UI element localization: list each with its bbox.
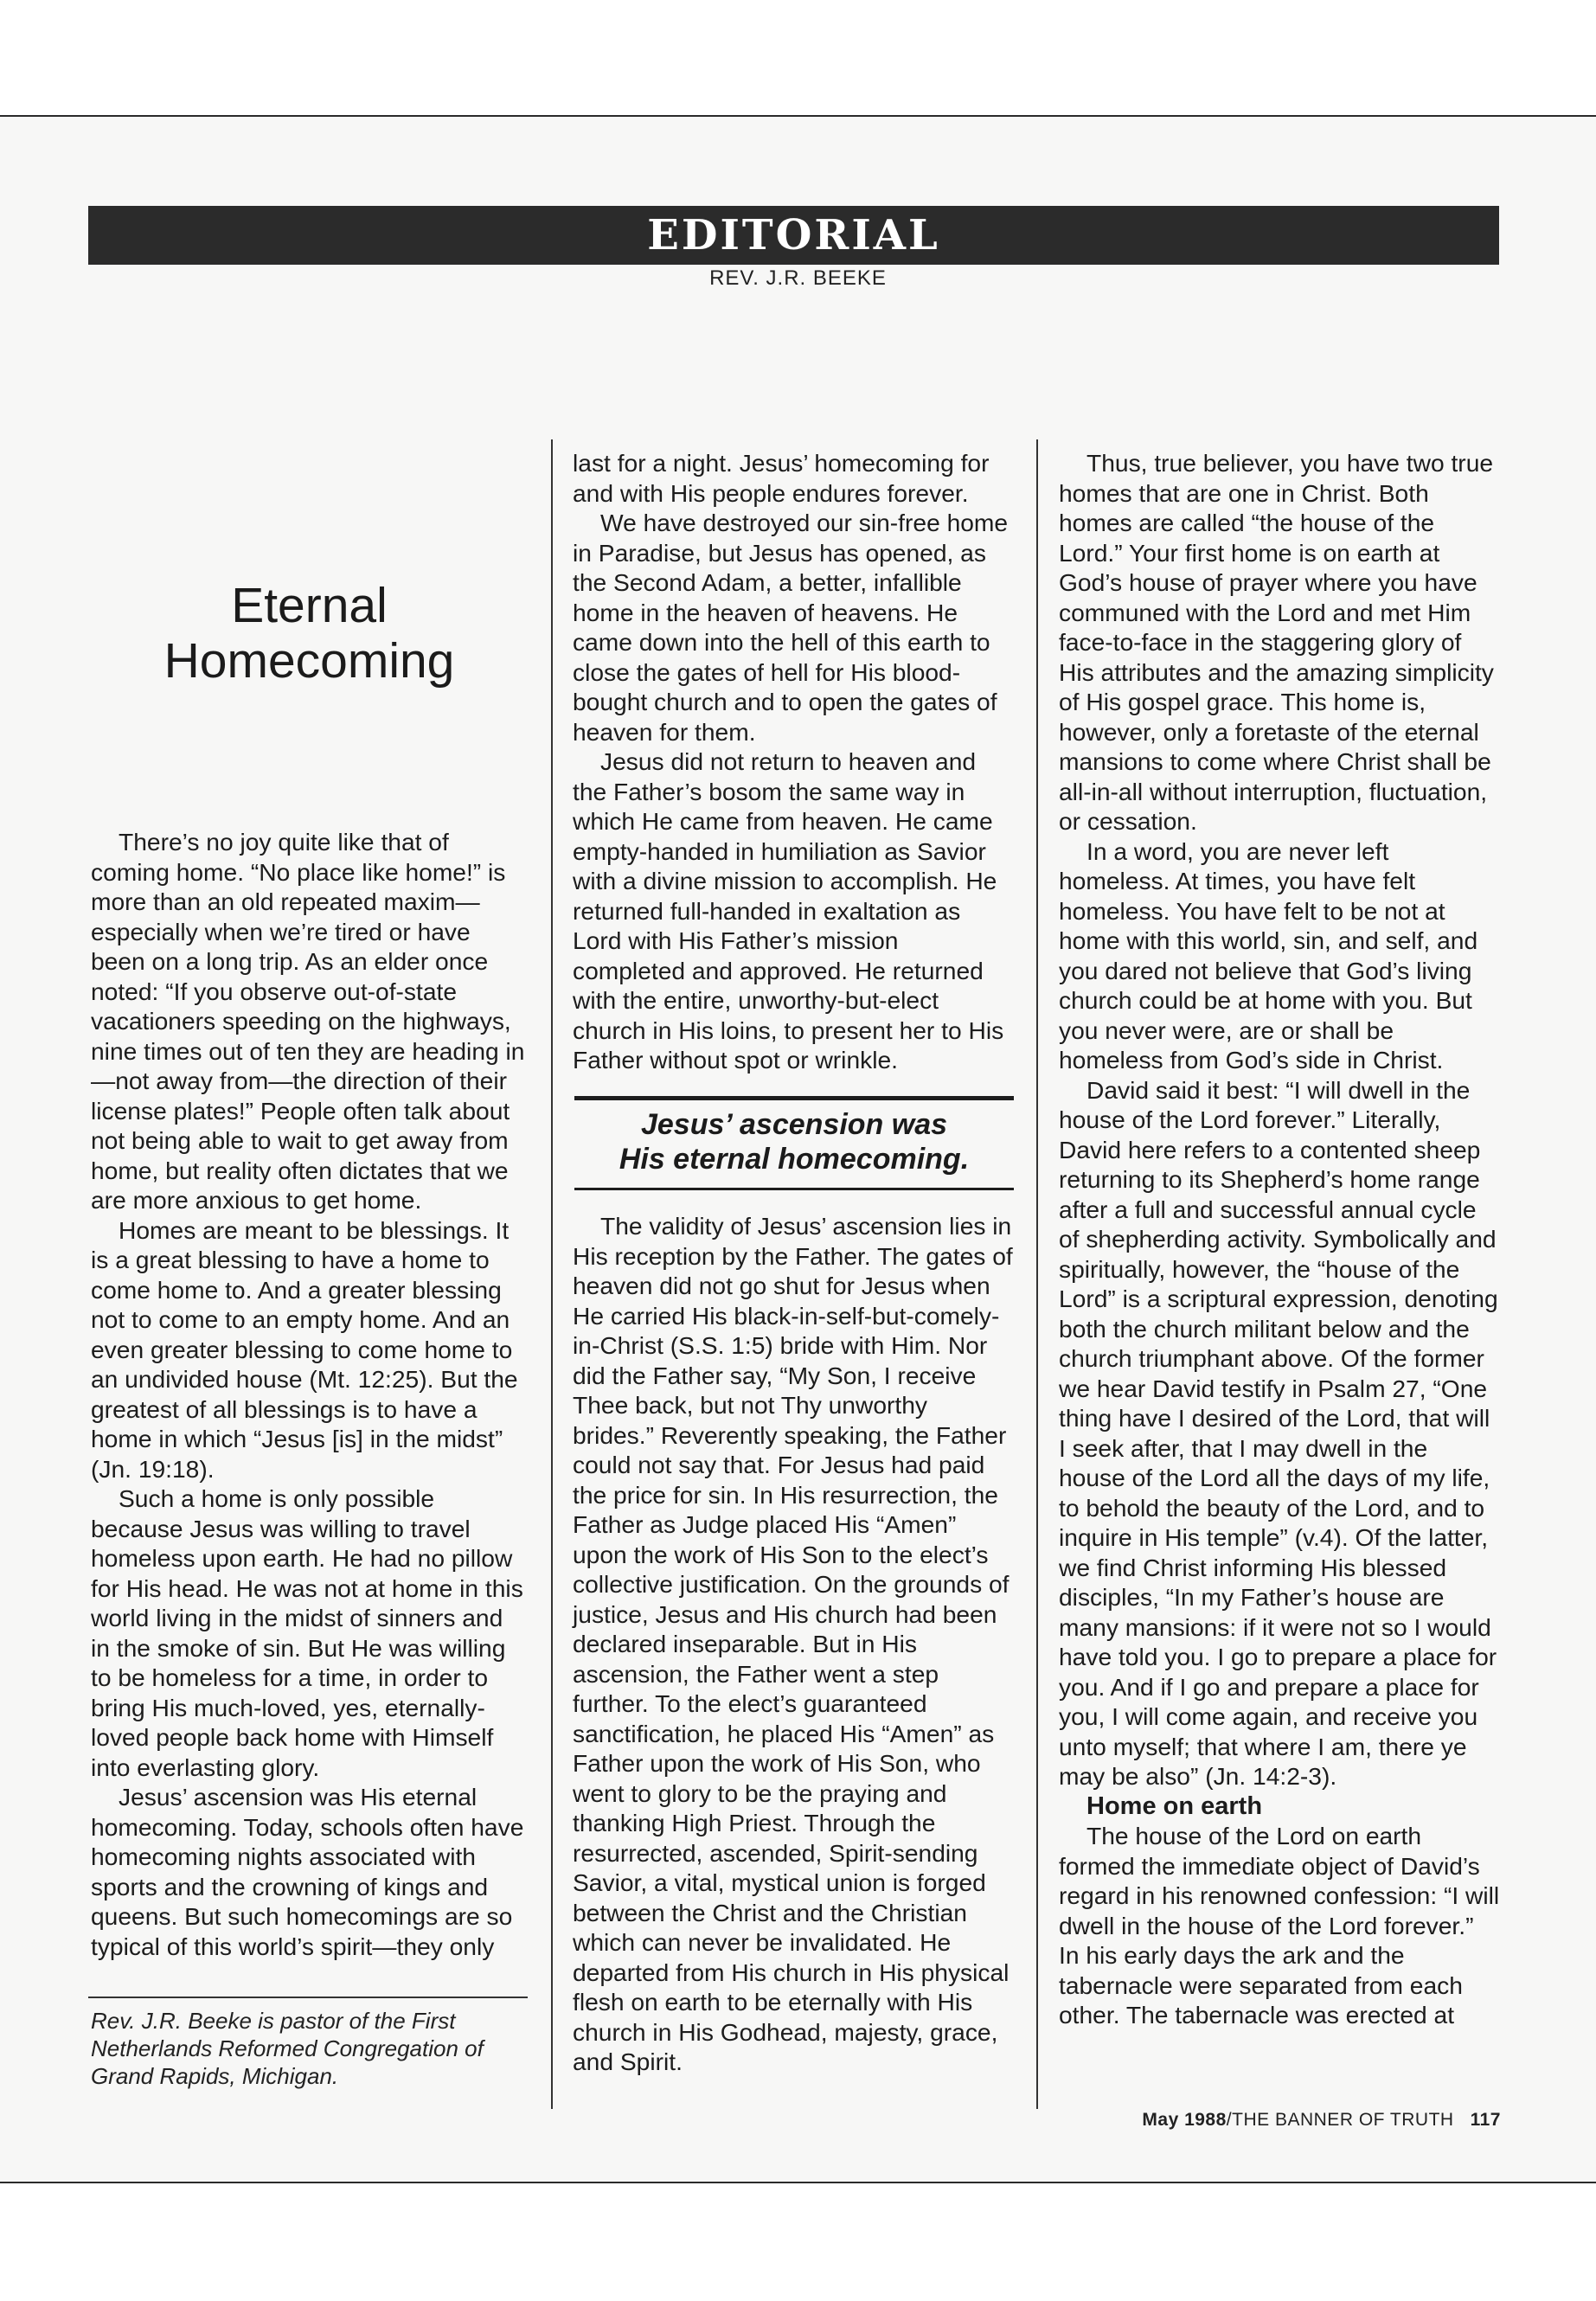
subheading: Home on earth xyxy=(1086,1791,1263,1820)
issue-date: May 1988 xyxy=(1142,2110,1227,2130)
column-2-top xyxy=(573,448,1014,1075)
column-3 xyxy=(1059,448,1500,2030)
page-number: 117 xyxy=(1470,2110,1501,2130)
footnote-divider xyxy=(88,1997,528,1998)
article-title-line-2: Homecoming xyxy=(163,633,455,689)
article-title xyxy=(91,578,528,689)
column-2-bottom xyxy=(573,1211,1014,2077)
pullquote xyxy=(574,1107,1014,1176)
paragraph: David said it best: “I will dwell in the house of the Lord forever.” Literally, David here refers to a contented sheep returning to its Shepherd’s home range after a full and successful annual cycle of shepherding activity. Symbolically and spiritually, however, the “house of the Lord” is a scriptural expression, denoting both the church militant below and the church triumphant above. Of the former we hear David testify in Psalm 27, “One thing have I desired of the Lord, that will I seek after, that I may dwell in the house of the Lord all the days of my life, to behold the beauty of the Lord, and to inquire in His temple” (v.4). Of the latter, we find Christ informing His blessed disciples, “In my Father’s house are many mansions: if it were not so I would have told you. I go to prepare a place for you. And if I go and prepare a place for you, I will come again, and receive you unto myself; that where I am, there ye may be also” (Jn. 14:2-3). xyxy=(1059,1075,1498,1790)
column-divider xyxy=(1036,439,1038,2109)
pullquote-rule-bottom xyxy=(574,1188,1014,1190)
paragraph: Jesus did not return to heaven and the Father’s bosom the same way in which He came from heaven. He came empty-handed in humiliation as Savior with a divine mission to accomplish. He returned full-handed in exaltation as Lord with His Father’s mission completed and approved. He returned with the entire, unworthy-but-elect church in His loins, to present her to His Father without spot or wrinkle. xyxy=(573,747,1004,1074)
paragraph: The validity of Jesus’ ascension lies in His reception by the Father. The gates of heaven did not go shut for Jesus when He carried His black-in-self-but-comely-in-Christ (S.S. 1:5) bride with Him. Nor did the Father say, “My Son, I receive Thee back, but not Thy unworthy brides.” Reverently speaking, the Father could not say that. For Jesus had paid the price for sin. In His resurrection, the Father as Judge placed His “Amen” upon the work of His Son to the elect’s collective justification. On the grounds of justice, Jesus and His church had been declared inseparable. But in His ascension, the Father went a step further. To the elect’s guaranteed sanctification, he placed His “Amen” as Father upon the work of His Son, who went to glory to be the praying and thanking High Priest. Through the resurrected, ascended, Spirit-sending Savior, a vital, mystical union is forged between the Christ and the Christian which can never be invalidated. He departed from His church in His physical flesh on earth to be eternally with His church in His Godhead, majesty, grace, and Spirit. xyxy=(573,1212,1013,2075)
paragraph: We have destroyed our sin-free home in Paradise, but Jesus has opened, as the Second Adam, a better, infallible home in the heaven of heavens. He came down into the hell of this earth to close the gates of hell for His blood-bought church and to open the gates of heaven for them. xyxy=(573,509,1009,746)
paragraph: Thus, true believer, you have two true homes that are one in Christ. Both homes are called “the house of the Lord.” Your first home is on earth at God’s house of prayer where you have communed with the Lord and met Him face-to-face in the staggering glory of His attributes and the amazing simplicity of His gospel grace. This home is, however, only a foretaste of the eternal mansions to come where Christ shall be all-in-all without interruption, fluctuation, or cessation. xyxy=(1059,449,1494,835)
paragraph: Such a home is only possible because Jesus was willing to travel homeless upon earth. He had no pillow for His head. He was not at home in this world living in the midst of sinners and in the smoke of sin. But He was willing to be homeless for a time, in order to bring His much-loved, yes, eternally-loved people back home with Himself into everlasting glory. xyxy=(91,1484,523,1781)
paragraph: The house of the Lord on earth formed the immediate object of David’s regard in his renowned confession: “I will dwell in the house of the Lord forever.” In his early days the ark and the tabernacle were separated from each other. The tabernacle was erected at xyxy=(1059,1822,1500,2029)
publication-name: /THE BANNER OF TRUTH xyxy=(1226,2110,1454,2130)
pullquote-line-1: Jesus’ ascension was xyxy=(640,1108,948,1141)
author-byline: REV. J.R. BEEKE xyxy=(709,266,887,290)
column-divider xyxy=(551,439,553,2109)
section-title: EDITORIAL xyxy=(647,211,940,260)
pullquote-line-2: His eternal homecoming. xyxy=(619,1143,970,1176)
pullquote-rule-top xyxy=(574,1096,1014,1100)
paragraph: In a word, you are never left homeless. At times, you have felt homeless. You have felt to be not at home with this world, sin, and self, and you dared not believe that God’s living church could be at home with you. But you never were, are or shall be homeless from God’s side in Christ. xyxy=(1059,836,1478,1074)
paragraph: Homes are meant to be blessings. It is a great blessing to have a home to come home to. And a greater blessing not to come to an empty home. And an even greater blessing to come home to an undivided house (Mt. 12:25). But the greatest of all blessings is to have a home in which “Jesus [is] in the midst” (Jn. 19:18). xyxy=(91,1215,518,1483)
section-banner xyxy=(88,206,1499,265)
article-title-line-1: Eternal xyxy=(231,578,388,633)
author-footnote: Rev. J.R. Beeke is pastor of the First Netherlands Reformed Congregation of Grand Rapids, Michigan. xyxy=(91,2008,484,2089)
column-1 xyxy=(91,827,528,1961)
paragraph: Jesus’ ascension was His eternal homecoming. Today, schools often have homecoming nights associated with sports and the crowning of kings and queens. But such homecomings are so typical of this world’s spirit—they only xyxy=(91,1783,524,1960)
paragraph: There’s no joy quite like that of coming home. “No place like home!” is more than an old repeated maxim—especially when we’re tired or have been on a long trip. As an elder once noted: “If you observe out-of-state vacationers speeding on the highways, nine times out of ten they are heading in—not away from—the direction of their license plates!” People often talk about not being able to wait to get away from home, but reality often dictates that we are more anxious to get home. xyxy=(91,828,525,1214)
paragraph: last for a night. Jesus’ homecoming for and with His people endures forever. xyxy=(573,449,990,507)
page-footer xyxy=(1142,2110,1501,2131)
